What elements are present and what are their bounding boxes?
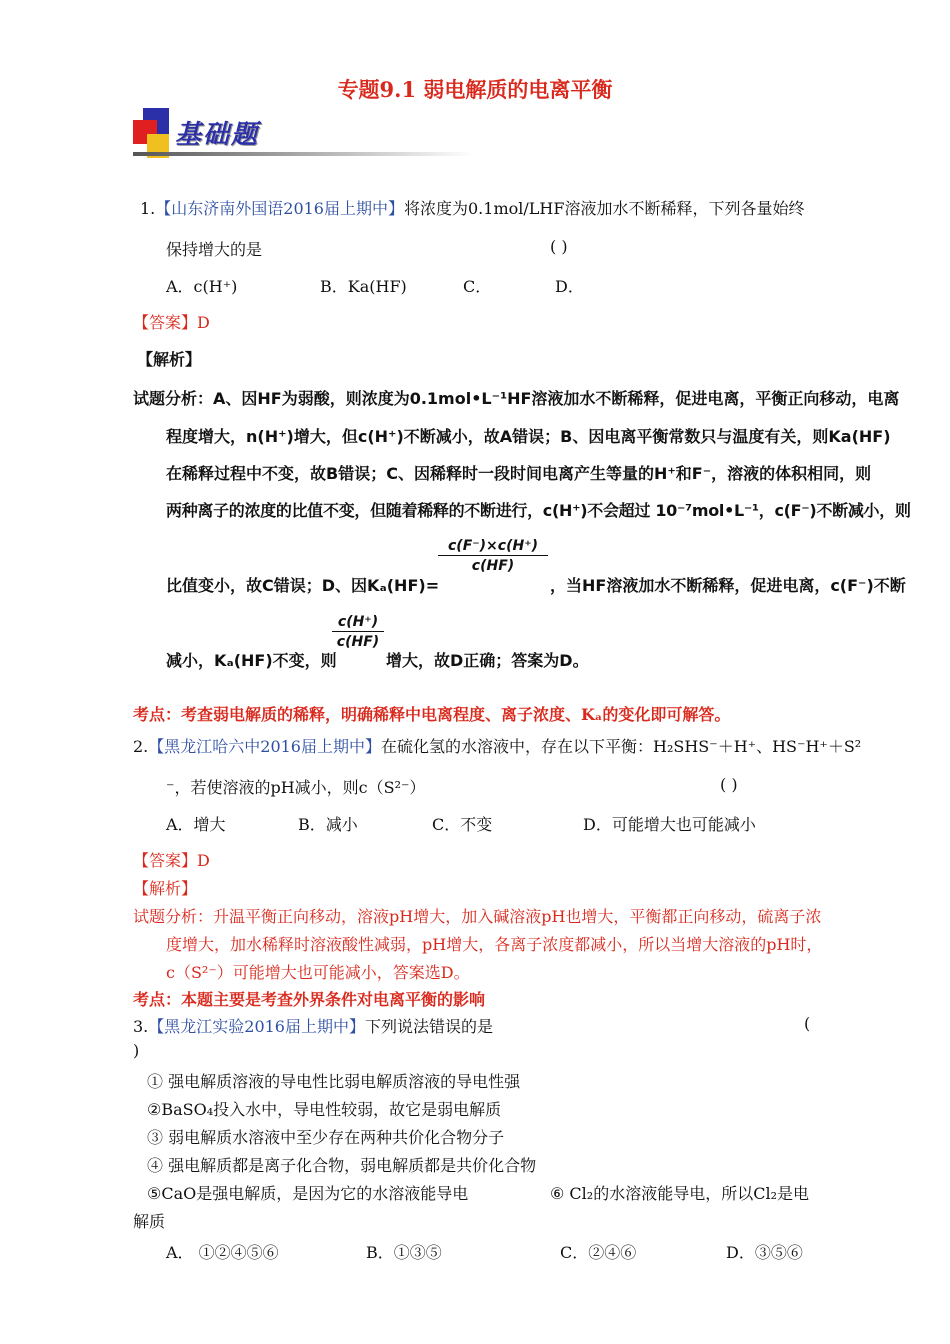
q1-answer [133, 310, 210, 333]
q2-analysis-label: 【解析】 [133, 879, 198, 898]
q3-stem: 下列说法错误的是 [365, 1017, 494, 1036]
q3-option-d: D．③⑤⑥ [726, 1243, 803, 1262]
section-banner [133, 108, 473, 164]
q3-statement-5: ⑤CaO是强电解质，是因为它的水溶液能导电 [147, 1184, 469, 1203]
q2-stem-line2: ⁻，若使溶液的pH减小，则c（S²⁻） [166, 778, 426, 797]
q1-analysis-line5-left: 比值变小，故C错误；D、因Kₐ(HF)= [166, 576, 440, 595]
q2-answer-label: 【答案】 [133, 851, 198, 870]
q2-exam-point: 考点：本题主要是考查外界条件对电离平衡的影响 [133, 990, 486, 1009]
q2-analysis-line3: c（S²⁻）可能增大也可能减小，答案选D。 [166, 963, 470, 982]
q2-option-a: A．增大 [166, 815, 226, 834]
q1-fraction-ratio [332, 614, 384, 650]
q1-answer-paren: ( ) [550, 237, 568, 256]
q3-statement-6-cont: 解质 [133, 1212, 166, 1231]
q2-source: 【黑龙江哈六中2016届上期中】 [148, 737, 381, 756]
q1-fraction-ka-numerator: c(F⁻)×c(H⁺) [438, 538, 548, 556]
q2-answer-value: D [197, 851, 210, 870]
q1-stem: 将浓度为0.1mol/LHF溶液加水不断稀释，下列各量始终 [404, 199, 805, 218]
q1-number: 1. [140, 199, 156, 218]
q2-analysis-line2: 度增大，加水稀释时溶液酸性减弱，pH增大，各离子浓度都减小，所以当增大溶液的pH时， [166, 935, 823, 954]
q3-option-b: B．①③⑤ [366, 1243, 442, 1262]
q3-statement-4: ④ 强电解质都是离子化合物，弱电解质都是共价化合物 [147, 1156, 537, 1175]
q1-analysis-line6-left: 减小，Kₐ(HF)不变，则 [166, 651, 337, 670]
q2-answer-paren: ( ) [720, 775, 738, 794]
q2-option-d: D．可能增大也可能减小 [583, 815, 756, 834]
banner-underline [133, 152, 473, 156]
q3-paren-open: ( [804, 1014, 811, 1033]
banner-label: 基础题 [175, 120, 260, 150]
q3-source: 【黑龙江实验2016届上期中】 [148, 1017, 365, 1036]
q2-analysis-line1: 试题分析：升温平衡正向移动，溶液pH增大，加入碱溶液pH也增大，平衡都正向移动，硫离子浓 [133, 907, 822, 926]
q3-statement-2: ②BaSO₄投入水中，导电性较弱，故它是弱电解质 [147, 1100, 502, 1119]
q3-option-a: A． ①②④⑤⑥ [166, 1243, 279, 1262]
q3-option-c: C．②④⑥ [560, 1243, 637, 1262]
q3-statement-1: ① 强电解质溶液的导电性比弱电解质溶液的导电性强 [147, 1072, 521, 1091]
q1-option-b: B．Ka(HF) [320, 277, 407, 296]
q3-statement-6: ⑥ Cl₂的水溶液能导电，所以Cl₂是电 [550, 1184, 809, 1203]
q3-number: 3. [133, 1017, 149, 1036]
q1-analysis-line4: 两种离子的浓度的比值不变，但随着稀释的不断进行，c(H⁺)不会超过 10⁻⁷mol•L⁻¹，c(F⁻)不断减小，则 [166, 501, 911, 520]
q1-exam-point: 考点：考查弱电解质的稀释，明确稀释中电离程度、离子浓度、Kₐ的变化即可解答。 [133, 705, 731, 724]
q1-fraction-ka [438, 538, 548, 574]
q1-option-c: C． [463, 277, 492, 296]
q1-analysis-line3: 在稀释过程中不变，故B错误；C、因稀释时一段时间电离产生等量的H⁺和F⁻，溶液的体积相同，则 [166, 464, 872, 483]
q2-option-c: C．不变 [432, 815, 493, 834]
q1-fraction-ratio-denominator: c(HF) [336, 634, 380, 650]
q1-analysis-line6-right: 增大，故D正确；答案为D。 [386, 651, 589, 670]
q1-fraction-ka-denominator: c(HF) [471, 558, 515, 574]
q2-answer [133, 848, 210, 871]
q3-stem-line [133, 1014, 493, 1037]
q1-analysis-line1: 试题分析：A、因HF为弱酸，则浓度为0.1mol•L⁻¹HF溶液加水不断稀释，促进电离，平衡正向移动，电离 [133, 389, 900, 408]
q3-statement-3: ③ 弱电解质水溶液中至少存在两种共价化合物分子 [147, 1128, 505, 1147]
q1-analysis-line2: 程度增大，n(H⁺)增大，但c(H⁺)不断减小，故A错误；B、因电离平衡常数只与温度有关，则Ka(HF) [166, 427, 891, 446]
q1-option-a: A．c(H⁺) [166, 277, 238, 296]
q2-option-b: B．减小 [298, 815, 358, 834]
q1-analysis-line5-right: ，当HF溶液加水不断稀释，促进电离，c(F⁻)不断 [550, 576, 906, 595]
q1-source: 【山东济南外国语2016届上期中】 [155, 199, 404, 218]
q1-fraction-ratio-numerator: c(H⁺) [332, 614, 384, 632]
q1-analysis-label: 【解析】 [137, 350, 202, 369]
q1-stem-line1 [140, 196, 804, 219]
page-title: 专题9.1 弱电解质的电离平衡 [337, 77, 613, 102]
q1-answer-value: D [197, 313, 210, 332]
q3-paren-close: ) [133, 1041, 140, 1060]
q2-stem-line1 [133, 734, 861, 757]
q1-answer-label: 【答案】 [133, 313, 198, 332]
q1-stem-line2: 保持增大的是 [166, 240, 263, 259]
q1-option-d: D． [555, 277, 584, 296]
q2-stem: 在硫化氢的水溶液中，存在以下平衡：H₂SHS⁻＋H⁺、HS⁻H⁺＋S² [381, 737, 862, 756]
q2-number: 2. [133, 737, 149, 756]
